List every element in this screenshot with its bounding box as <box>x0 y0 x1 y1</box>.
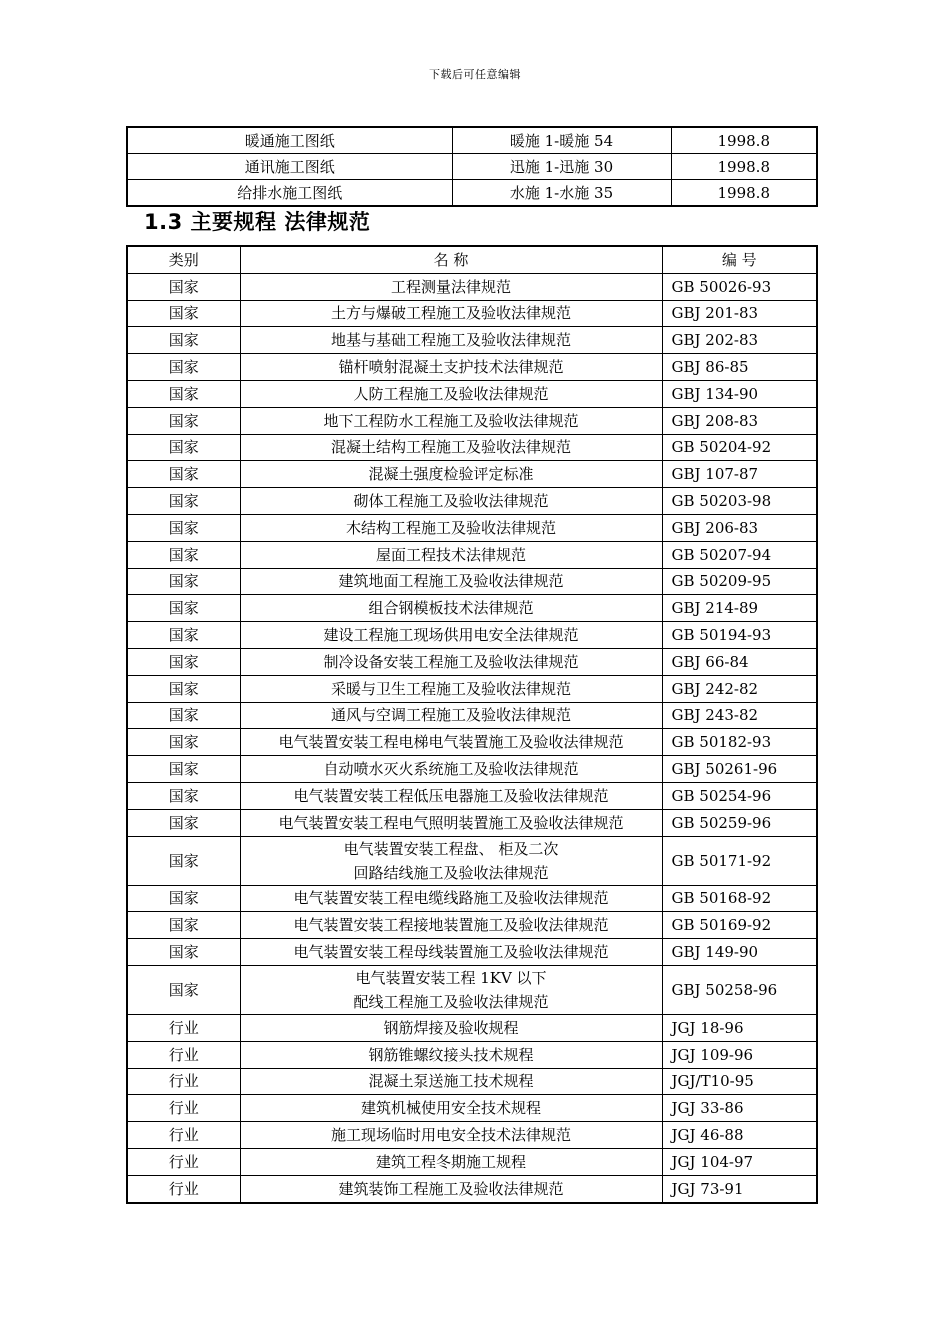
drawing-date: 1998.8 <box>671 180 817 207</box>
table-row <box>127 1095 817 1122</box>
standard-name-line: 电气装置安装工程 1KV 以下 <box>355 968 547 987</box>
table-row <box>127 407 817 434</box>
standard-code-cell: GBJ 201-83 <box>662 300 817 327</box>
table-row <box>127 154 817 180</box>
standard-name-cell: 建筑机械使用安全技术规程 <box>240 1095 662 1122</box>
standard-code-cell: GBJ 107-87 <box>662 461 817 488</box>
table-row <box>127 488 817 515</box>
drawing-date: 1998.8 <box>671 127 817 154</box>
standard-name-cell: 自动喷水灭火系统施工及验收法律规范 <box>240 756 662 783</box>
column-header-category: 类别 <box>127 246 240 273</box>
drawings-table <box>126 126 818 207</box>
standard-code-cell: GBJ 208-83 <box>662 407 817 434</box>
standard-name-cell: 施工现场临时用电安全技术法律规范 <box>240 1122 662 1149</box>
table-row <box>127 729 817 756</box>
category-cell: 国家 <box>127 327 240 354</box>
standard-code-cell: GBJ 66-84 <box>662 648 817 675</box>
standard-code-cell: GB 50207-94 <box>662 541 817 568</box>
standard-name-cell <box>240 965 662 1014</box>
category-cell: 行业 <box>127 1148 240 1175</box>
standard-code-cell: GB 50169-92 <box>662 912 817 939</box>
standard-name-cell: 钢筋锥螺纹接头技术规程 <box>240 1041 662 1068</box>
standard-name-line: 电气装置安装工程盘、 柜及二次 <box>343 839 559 858</box>
table-row <box>127 1014 817 1041</box>
table-row <box>127 675 817 702</box>
table-row <box>127 434 817 461</box>
table-header-row <box>127 246 817 273</box>
drawing-date: 1998.8 <box>671 154 817 180</box>
standard-name-cell: 混凝土结构工程施工及验收法律规范 <box>240 434 662 461</box>
standard-code-cell: GB 50194-93 <box>662 622 817 649</box>
table-row <box>127 514 817 541</box>
table-row <box>127 702 817 729</box>
category-cell: 国家 <box>127 380 240 407</box>
drawing-name: 给排水施工图纸 <box>127 180 452 207</box>
category-cell: 国家 <box>127 568 240 595</box>
standards-table <box>126 245 818 1204</box>
table-row <box>127 622 817 649</box>
table-row <box>127 180 817 207</box>
standard-name-cell: 混凝土强度检验评定标准 <box>240 461 662 488</box>
table-row <box>127 541 817 568</box>
standard-name-cell: 电气装置安装工程电梯电气装置施工及验收法律规范 <box>240 729 662 756</box>
standard-code-cell: GB 50254-96 <box>662 782 817 809</box>
standard-code-cell: JGJ 73-91 <box>662 1175 817 1202</box>
category-cell: 国家 <box>127 273 240 300</box>
standard-code-cell: GBJ 242-82 <box>662 675 817 702</box>
table-row <box>127 1068 817 1095</box>
standard-name-cell: 通风与空调工程施工及验收法律规范 <box>240 702 662 729</box>
category-cell: 行业 <box>127 1041 240 1068</box>
category-cell: 国家 <box>127 675 240 702</box>
standard-code-cell: JGJ 46-88 <box>662 1122 817 1149</box>
category-cell: 国家 <box>127 756 240 783</box>
table-row <box>127 809 817 836</box>
table-row <box>127 965 817 1014</box>
table-row <box>127 327 817 354</box>
standard-code-cell: JGJ 18-96 <box>662 1014 817 1041</box>
category-cell: 国家 <box>127 912 240 939</box>
standard-code-cell: JGJ/T10-95 <box>662 1068 817 1095</box>
standard-name-cell: 屋面工程技术法律规范 <box>240 541 662 568</box>
standard-code-cell: JGJ 109-96 <box>662 1041 817 1068</box>
standard-name-cell: 锚杆喷射混凝土支护技术法律规范 <box>240 354 662 381</box>
category-cell: 国家 <box>127 407 240 434</box>
standard-code-cell: GBJ 134-90 <box>662 380 817 407</box>
standard-name-cell: 建设工程施工现场供用电安全法律规范 <box>240 622 662 649</box>
standard-code-cell: GBJ 243-82 <box>662 702 817 729</box>
table-row <box>127 568 817 595</box>
standard-name-cell: 工程测量法律规范 <box>240 273 662 300</box>
table-row <box>127 1122 817 1149</box>
standard-code-cell: GB 50171-92 <box>662 836 817 885</box>
table-row <box>127 782 817 809</box>
standard-name-cell: 建筑工程冬期施工规程 <box>240 1148 662 1175</box>
category-cell: 国家 <box>127 836 240 885</box>
category-cell: 国家 <box>127 622 240 649</box>
standard-code-cell: GB 50259-96 <box>662 809 817 836</box>
table-row <box>127 756 817 783</box>
standard-name-line: 回路结线施工及验收法律规范 <box>353 863 549 882</box>
standard-code-cell: GBJ 50258-96 <box>662 965 817 1014</box>
category-cell: 国家 <box>127 354 240 381</box>
standard-name-cell: 电气装置安装工程电缆线路施工及验收法律规范 <box>240 885 662 912</box>
category-cell: 国家 <box>127 885 240 912</box>
standard-name-cell: 建筑装饰工程施工及验收法律规范 <box>240 1175 662 1202</box>
standard-name-cell: 电气装置安装工程母线装置施工及验收法律规范 <box>240 939 662 966</box>
category-cell: 国家 <box>127 300 240 327</box>
standard-name-cell: 地基与基础工程施工及验收法律规范 <box>240 327 662 354</box>
table-row <box>127 300 817 327</box>
table-row <box>127 1175 817 1202</box>
category-cell: 国家 <box>127 965 240 1014</box>
category-cell: 行业 <box>127 1068 240 1095</box>
standard-code-cell: GB 50209-95 <box>662 568 817 595</box>
category-cell: 国家 <box>127 702 240 729</box>
standard-code-cell: GB 50204-92 <box>662 434 817 461</box>
table-row <box>127 1148 817 1175</box>
standard-code-cell: GBJ 206-83 <box>662 514 817 541</box>
drawing-range: 暖施 1-暖施 54 <box>452 127 671 154</box>
category-cell: 国家 <box>127 782 240 809</box>
standard-name-cell: 木结构工程施工及验收法律规范 <box>240 514 662 541</box>
category-cell: 国家 <box>127 541 240 568</box>
standard-name-cell: 砌体工程施工及验收法律规范 <box>240 488 662 515</box>
table-row <box>127 939 817 966</box>
standard-code-cell: GBJ 86-85 <box>662 354 817 381</box>
category-cell: 国家 <box>127 595 240 622</box>
table-row <box>127 595 817 622</box>
category-cell: 国家 <box>127 434 240 461</box>
standard-code-cell: GB 50203-98 <box>662 488 817 515</box>
drawing-range: 迅施 1-迅施 30 <box>452 154 671 180</box>
category-cell: 国家 <box>127 514 240 541</box>
standard-name-cell: 制冷设备安装工程施工及验收法律规范 <box>240 648 662 675</box>
category-cell: 国家 <box>127 648 240 675</box>
category-cell: 行业 <box>127 1122 240 1149</box>
standard-name-cell <box>240 836 662 885</box>
table-row <box>127 354 817 381</box>
table-row <box>127 461 817 488</box>
page-header: 下载后可任意编辑 <box>429 68 521 81</box>
standard-code-cell: GBJ 214-89 <box>662 595 817 622</box>
standard-name-cell: 建筑地面工程施工及验收法律规范 <box>240 568 662 595</box>
standard-code-cell: JGJ 33-86 <box>662 1095 817 1122</box>
standard-code-cell: GBJ 50261-96 <box>662 756 817 783</box>
standard-code-cell: GBJ 149-90 <box>662 939 817 966</box>
table-row <box>127 912 817 939</box>
standard-name-cell: 地下工程防水工程施工及验收法律规范 <box>240 407 662 434</box>
standard-code-cell: GB 50026-93 <box>662 273 817 300</box>
category-cell: 行业 <box>127 1014 240 1041</box>
category-cell: 行业 <box>127 1175 240 1202</box>
section-heading: 1.3 主要规程 法律规范 <box>144 210 371 234</box>
column-header-code: 编 号 <box>662 246 817 273</box>
standard-name-cell: 电气装置安装工程低压电器施工及验收法律规范 <box>240 782 662 809</box>
standard-name-cell: 采暖与卫生工程施工及验收法律规范 <box>240 675 662 702</box>
table-row <box>127 1041 817 1068</box>
standard-code-cell: GB 50168-92 <box>662 885 817 912</box>
standard-code-cell: GB 50182-93 <box>662 729 817 756</box>
standard-code-cell: GBJ 202-83 <box>662 327 817 354</box>
standard-name-cell: 电气装置安装工程接地装置施工及验收法律规范 <box>240 912 662 939</box>
standard-name-line: 配线工程施工及验收法律规范 <box>353 992 549 1011</box>
column-header-name: 名 称 <box>240 246 662 273</box>
category-cell: 行业 <box>127 1095 240 1122</box>
table-row <box>127 273 817 300</box>
standard-code-cell: JGJ 104-97 <box>662 1148 817 1175</box>
category-cell: 国家 <box>127 939 240 966</box>
table-row <box>127 836 817 885</box>
category-cell: 国家 <box>127 488 240 515</box>
standard-name-cell: 组合钢模板技术法律规范 <box>240 595 662 622</box>
standards-body <box>127 273 817 1202</box>
category-cell: 国家 <box>127 729 240 756</box>
category-cell: 国家 <box>127 461 240 488</box>
table-row <box>127 380 817 407</box>
table-row <box>127 648 817 675</box>
standard-name-cell: 电气装置安装工程电气照明装置施工及验收法律规范 <box>240 809 662 836</box>
standard-name-cell: 土方与爆破工程施工及验收法律规范 <box>240 300 662 327</box>
standard-name-cell: 混凝土泵送施工技术规程 <box>240 1068 662 1095</box>
table-row <box>127 885 817 912</box>
drawing-range: 水施 1-水施 35 <box>452 180 671 207</box>
drawing-name: 通讯施工图纸 <box>127 154 452 180</box>
standard-name-cell: 人防工程施工及验收法律规范 <box>240 380 662 407</box>
drawing-name: 暖通施工图纸 <box>127 127 452 154</box>
table-row <box>127 127 817 154</box>
category-cell: 国家 <box>127 809 240 836</box>
standard-name-cell: 钢筋焊接及验收规程 <box>240 1014 662 1041</box>
